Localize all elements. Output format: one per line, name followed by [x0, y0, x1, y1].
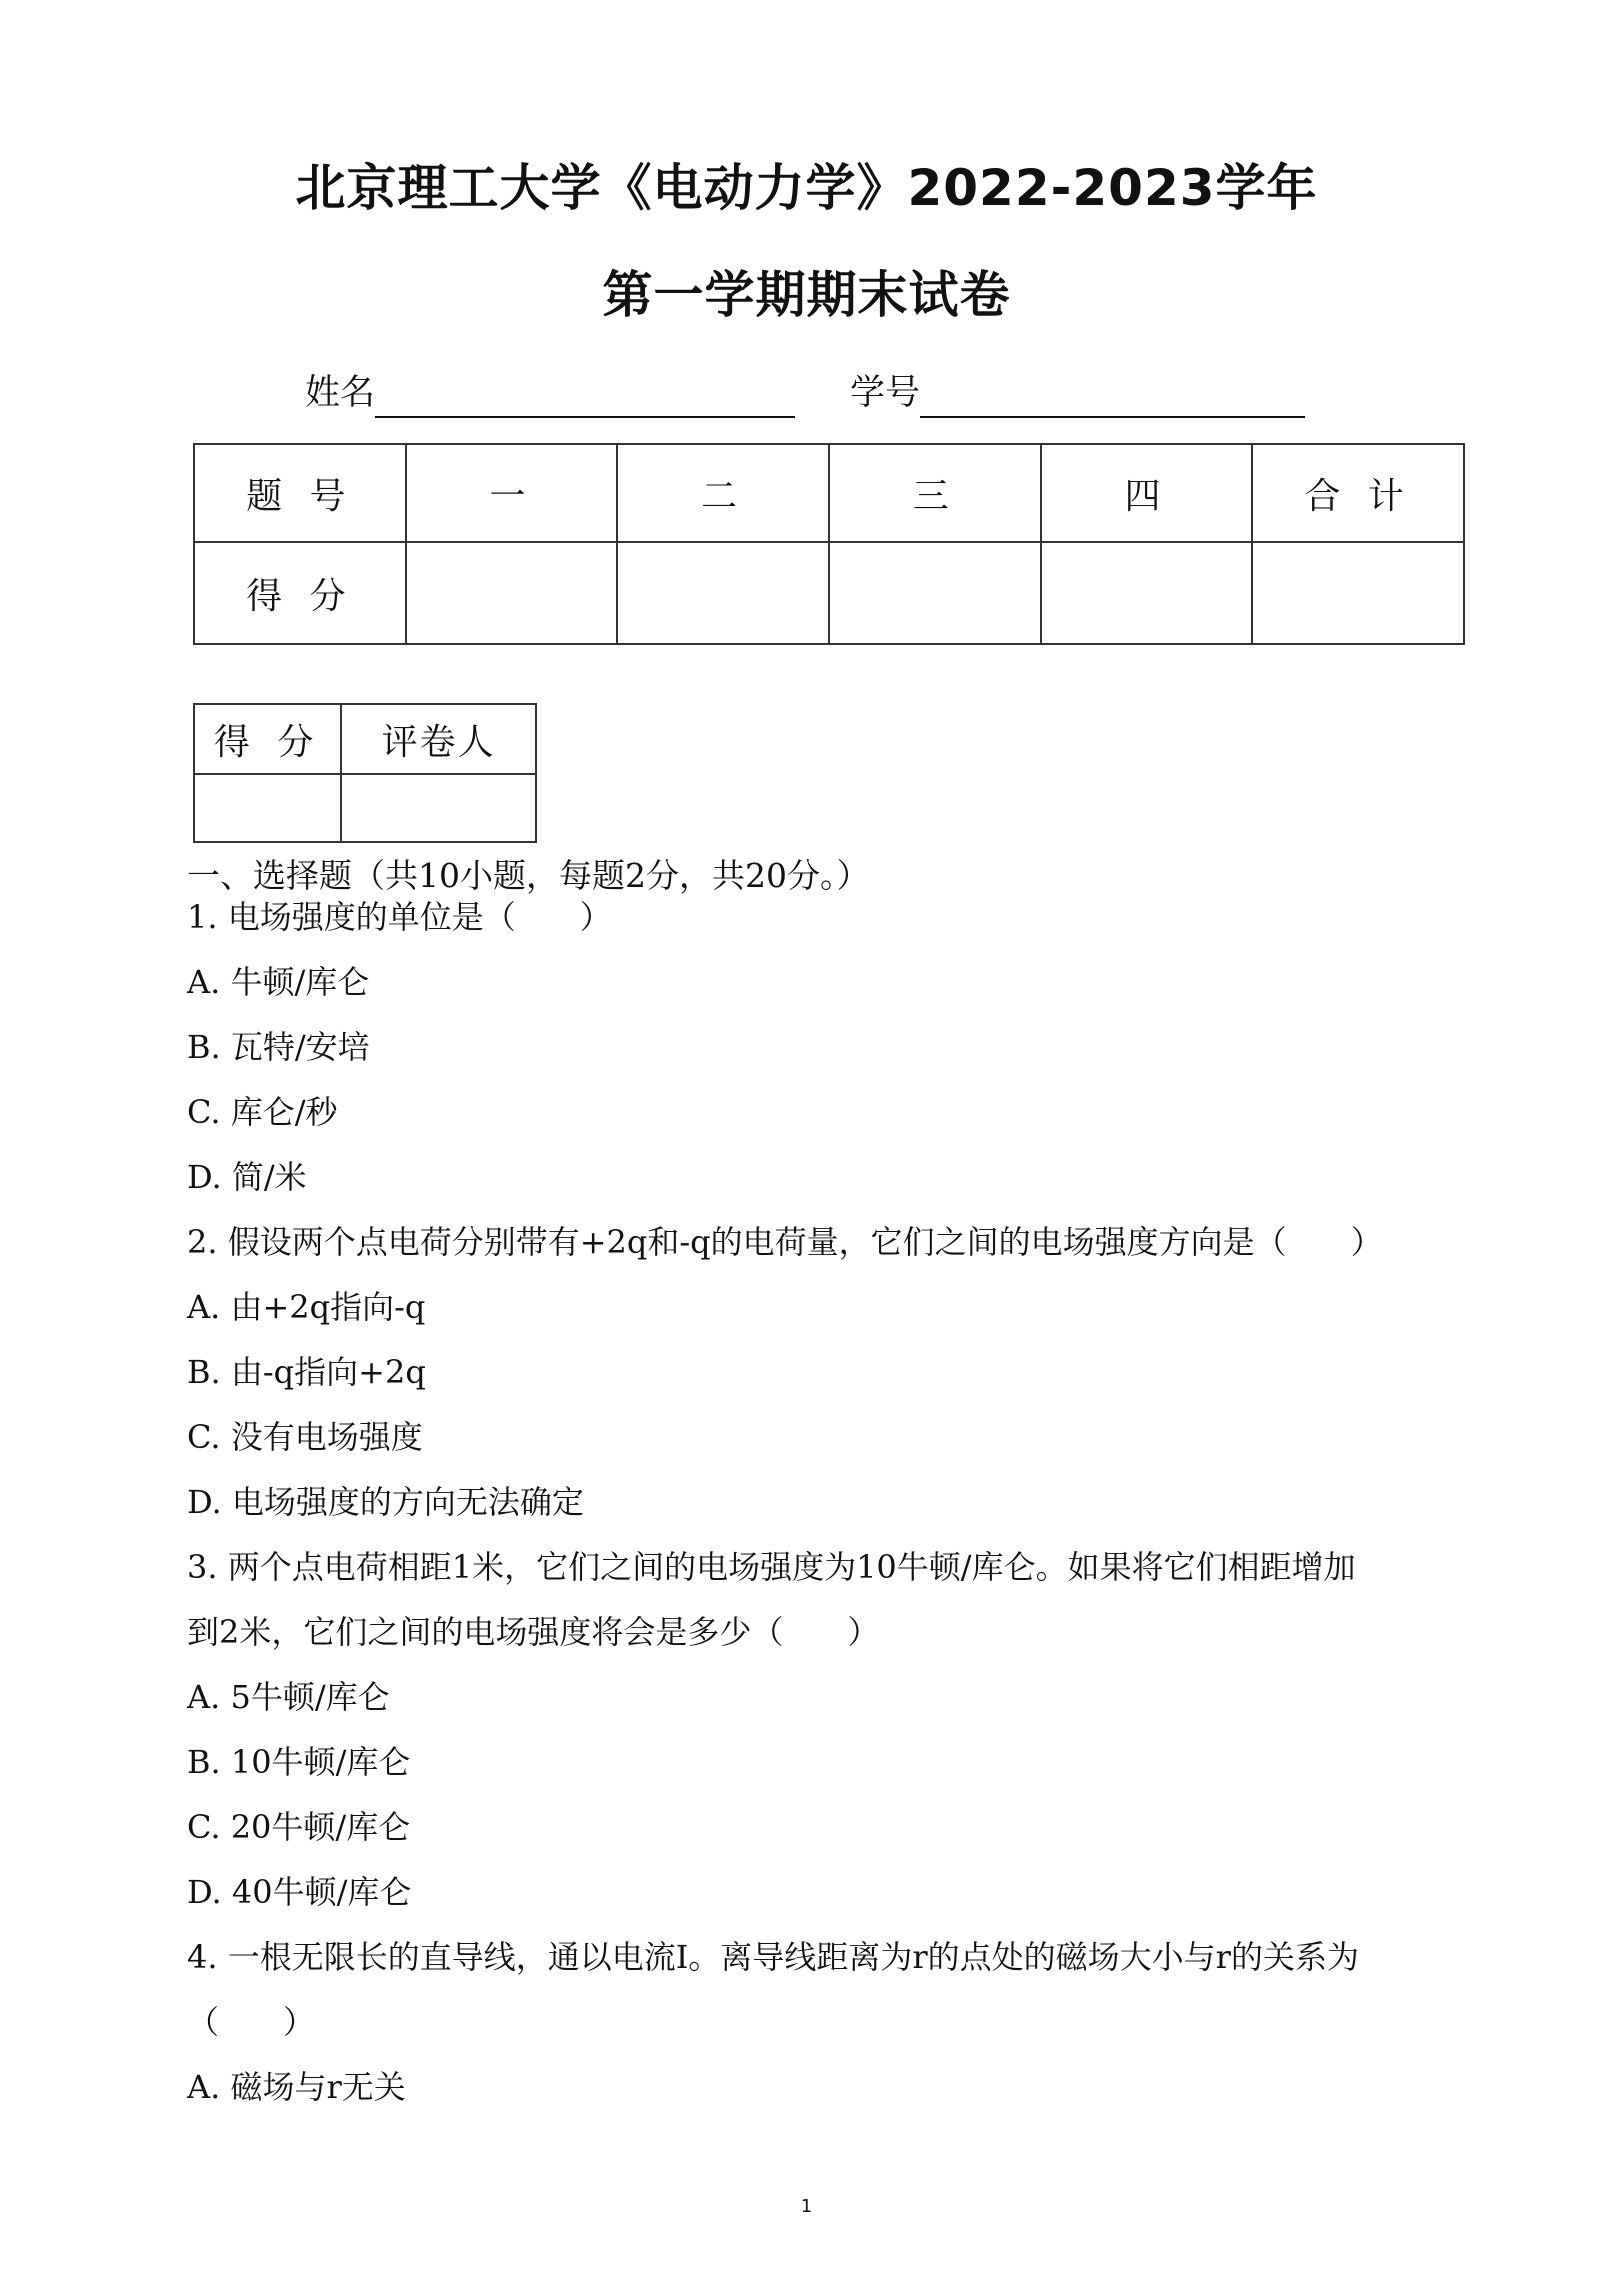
grader-table: [193, 703, 537, 843]
grader-score-label: 得 分: [194, 704, 341, 774]
score-row-label: 得 分: [194, 542, 406, 644]
answer-option[interactable]: B. 10牛顿/库仑: [187, 1743, 411, 1781]
answer-option[interactable]: B. 瓦特/安培: [187, 1028, 370, 1066]
score-table-header-cell: 题 号: [194, 444, 406, 542]
page-number: 1: [800, 2196, 813, 2217]
exam-title-line1: 北京理工大学《电动力学》2022-2023学年: [295, 159, 1318, 217]
grader-name-cell[interactable]: [341, 774, 536, 842]
score-table-header-cell: 二: [617, 444, 829, 542]
answer-option[interactable]: A. 牛顿/库仑: [187, 963, 370, 1001]
answer-option[interactable]: D. 40牛顿/库仑: [187, 1873, 412, 1911]
name-field[interactable]: [305, 368, 795, 418]
answer-option[interactable]: C. 没有电场强度: [187, 1418, 423, 1456]
grader-name-label: 评卷人: [341, 704, 536, 774]
score-cell[interactable]: [406, 542, 618, 644]
score-table-header-cell: 一: [406, 444, 618, 542]
score-cell[interactable]: [829, 542, 1041, 644]
section-heading: 一、选择题（共10小题，每题2分，共20分。）: [187, 856, 870, 895]
name-blank[interactable]: [375, 376, 795, 418]
answer-option[interactable]: C. 库仑/秒: [187, 1093, 338, 1131]
score-table-score-row: [194, 542, 1464, 644]
question-stem-continued: 到2米，它们之间的电场强度将会是多少（ ）: [187, 1613, 880, 1651]
question-stem: 3. 两个点电荷相距1米，它们之间的电场强度为10牛顿/库仑。如果将它们相距增加: [187, 1548, 1356, 1586]
score-cell[interactable]: [1252, 542, 1464, 644]
exam-title-line2: 第一学期期末试卷: [602, 266, 1011, 324]
student-id-field[interactable]: [850, 368, 1305, 418]
question-stem-continued: （ ）: [187, 2003, 316, 2041]
score-table-header-cell: 合 计: [1252, 444, 1464, 542]
question-stem: 1. 电场强度的单位是（ ）: [187, 898, 612, 936]
score-cell[interactable]: [1041, 542, 1253, 644]
student-id-label: 学号: [850, 373, 921, 413]
score-table-header-cell: 四: [1041, 444, 1253, 542]
score-cell[interactable]: [617, 542, 829, 644]
name-label: 姓名: [305, 373, 376, 413]
answer-option[interactable]: B. 由-q指向+2q: [187, 1353, 426, 1391]
score-table-header-row: [194, 444, 1464, 542]
answer-option[interactable]: D. 简/米: [187, 1158, 307, 1196]
grader-table-entry-row: [194, 774, 536, 842]
question-stem: 2. 假设两个点电荷分别带有+2q和-q的电荷量，它们之间的电场强度方向是（ ）: [187, 1223, 1383, 1261]
answer-option[interactable]: D. 电场强度的方向无法确定: [187, 1483, 584, 1521]
score-table: [193, 443, 1465, 645]
answer-option[interactable]: C. 20牛顿/库仑: [187, 1808, 411, 1846]
answer-option[interactable]: A. 磁场与r无关: [187, 2068, 406, 2106]
answer-option[interactable]: A. 由+2q指向-q: [187, 1288, 426, 1326]
student-id-blank[interactable]: [920, 376, 1305, 418]
answer-option[interactable]: A. 5牛顿/库仑: [187, 1678, 390, 1716]
grader-score-cell[interactable]: [194, 774, 341, 842]
grader-table-header-row: [194, 704, 536, 774]
question-stem: 4. 一根无限长的直导线，通以电流I。离导线距离为r的点处的磁场大小与r的关系为: [187, 1938, 1359, 1976]
score-table-header-cell: 三: [829, 444, 1041, 542]
